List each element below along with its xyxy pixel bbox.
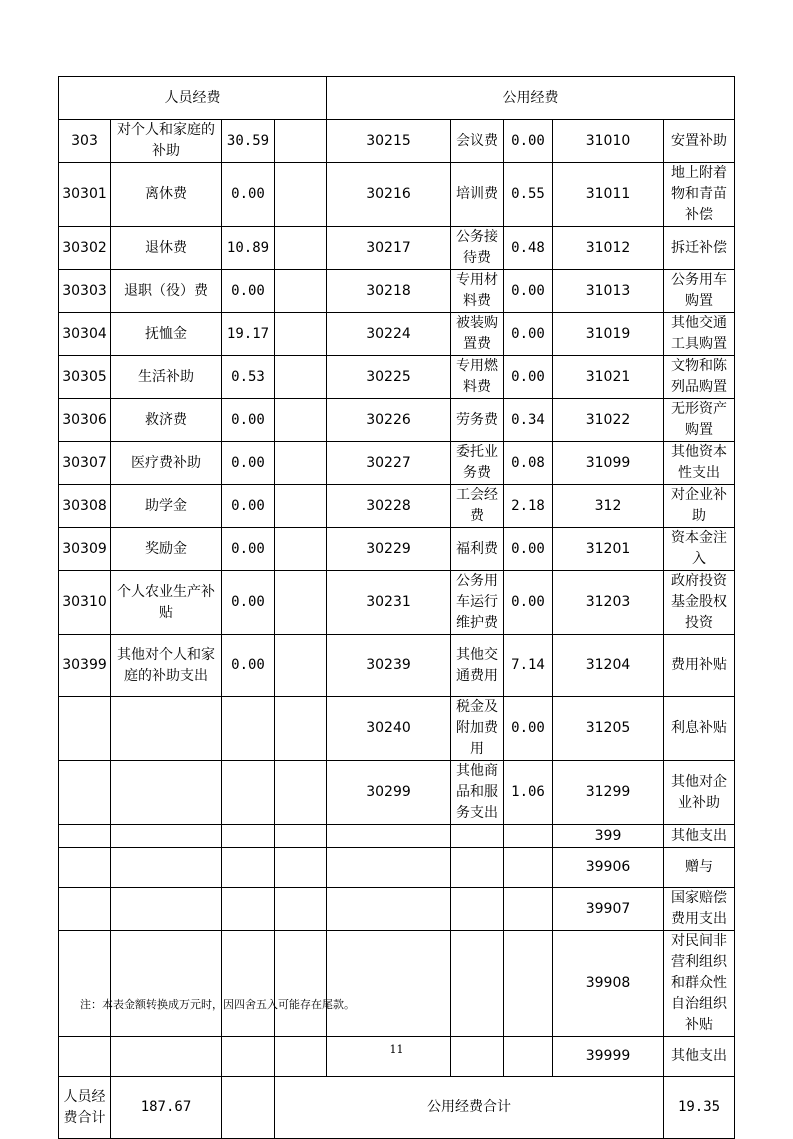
capital-name-cell: 其他支出 (664, 1037, 735, 1077)
public-code-cell: 30299 (327, 761, 451, 825)
personnel-code-cell: 30309 (59, 528, 111, 571)
table-row (59, 485, 735, 528)
empty-cell (222, 848, 275, 888)
footnote: 注：本表金额转换成万元时，因四舍五入可能存在尾款。 (80, 998, 355, 1011)
spacer-cell (275, 485, 327, 528)
capital-name-cell: 其他支出 (664, 825, 735, 848)
empty-cell (327, 848, 451, 888)
table-row (59, 356, 735, 399)
capital-code-cell: 31099 (553, 442, 664, 485)
spacer-cell (275, 356, 327, 399)
public-total-label: 公用经费合计 (275, 1077, 664, 1139)
capital-code-cell: 31019 (553, 313, 664, 356)
capital-code-cell: 39999 (553, 1037, 664, 1077)
personnel-code-cell: 30304 (59, 313, 111, 356)
personnel-amount-cell: 0.00 (222, 270, 275, 313)
capital-name-cell: 文物和陈列品购置 (664, 356, 735, 399)
personnel-name-cell: 离休费 (111, 163, 222, 227)
personnel-name-cell: 助学金 (111, 485, 222, 528)
table-row (59, 848, 735, 888)
capital-code-cell: 31022 (553, 399, 664, 442)
capital-name-cell: 地上附着物和青苗补偿 (664, 163, 735, 227)
public-amount-cell: 0.55 (504, 163, 553, 227)
personnel-code-cell: 303 (59, 120, 111, 163)
spacer-cell (275, 528, 327, 571)
empty-cell (327, 825, 451, 848)
personnel-name-cell: 其他对个人和家庭的补助支出 (111, 635, 222, 697)
personnel-name-cell: 抚恤金 (111, 313, 222, 356)
personnel-name-cell: 退职（役）费 (111, 270, 222, 313)
public-amount-cell: 0.00 (504, 270, 553, 313)
spacer-cell (275, 313, 327, 356)
empty-cell (111, 697, 222, 761)
capital-code-cell: 31205 (553, 697, 664, 761)
spacer-cell (275, 270, 327, 313)
personnel-amount-cell: 0.00 (222, 571, 275, 635)
personnel-code-cell: 30307 (59, 442, 111, 485)
empty-cell (275, 761, 327, 825)
personnel-name-cell: 救济费 (111, 399, 222, 442)
table-row (59, 571, 735, 635)
capital-code-cell: 31204 (553, 635, 664, 697)
empty-cell (111, 825, 222, 848)
personnel-code-cell: 30302 (59, 227, 111, 270)
table-row (59, 270, 735, 313)
capital-code-cell: 31201 (553, 528, 664, 571)
public-name-cell: 其他商品和服务支出 (451, 761, 504, 825)
capital-name-cell: 对企业补助 (664, 485, 735, 528)
capital-name-cell: 国家赔偿费用支出 (664, 888, 735, 931)
public-amount-cell: 0.00 (504, 697, 553, 761)
spacer-cell (275, 635, 327, 697)
empty-cell (59, 697, 111, 761)
public-name-cell: 公务接待费 (451, 227, 504, 270)
capital-name-cell: 对民间非营利组织和群众性自治组织补贴 (664, 931, 735, 1037)
capital-code-cell: 399 (553, 825, 664, 848)
empty-cell (275, 888, 327, 931)
public-amount-cell: 1.06 (504, 761, 553, 825)
public-name-cell: 培训费 (451, 163, 504, 227)
empty-cell (275, 825, 327, 848)
public-amount-cell: 0.00 (504, 120, 553, 163)
personnel-amount-cell: 10.89 (222, 227, 275, 270)
public-name-cell: 公务用车运行维护费 (451, 571, 504, 635)
public-name-cell: 劳务费 (451, 399, 504, 442)
capital-name-cell: 公务用车购置 (664, 270, 735, 313)
public-total-value: 19.35 (664, 1077, 735, 1139)
public-code-cell: 30229 (327, 528, 451, 571)
personnel-name-cell: 奖励金 (111, 528, 222, 571)
personnel-name-cell: 生活补助 (111, 356, 222, 399)
public-amount-cell: 0.00 (504, 528, 553, 571)
table-row (59, 120, 735, 163)
public-amount-cell: 0.00 (504, 313, 553, 356)
empty-cell (275, 697, 327, 761)
capital-name-cell: 其他资本性支出 (664, 442, 735, 485)
empty-cell (59, 848, 111, 888)
personnel-amount-cell: 0.00 (222, 163, 275, 227)
capital-code-cell: 39908 (553, 931, 664, 1037)
public-code-cell: 30224 (327, 313, 451, 356)
personnel-amount-cell: 0.53 (222, 356, 275, 399)
public-code-cell: 30216 (327, 163, 451, 227)
empty-cell (451, 931, 504, 1037)
public-amount-cell: 2.18 (504, 485, 553, 528)
public-name-cell: 其他交通费用 (451, 635, 504, 697)
public-amount-cell: 0.00 (504, 356, 553, 399)
personnel-amount-cell: 0.00 (222, 635, 275, 697)
table-row (59, 635, 735, 697)
public-code-cell: 30240 (327, 697, 451, 761)
table-row (59, 761, 735, 825)
expenditure-table (58, 76, 735, 1139)
personnel-amount-cell: 19.17 (222, 313, 275, 356)
capital-name-cell: 其他对企业补助 (664, 761, 735, 825)
personnel-name-cell: 对个人和家庭的补助 (111, 120, 222, 163)
empty-cell (451, 888, 504, 931)
table-row (59, 825, 735, 848)
public-amount-cell: 7.14 (504, 635, 553, 697)
public-amount-cell: 0.48 (504, 227, 553, 270)
personnel-amount-cell: 0.00 (222, 442, 275, 485)
empty-cell (59, 825, 111, 848)
table-row (59, 888, 735, 931)
capital-code-cell: 31010 (553, 120, 664, 163)
public-code-cell: 30227 (327, 442, 451, 485)
capital-code-cell: 31013 (553, 270, 664, 313)
empty-cell (111, 888, 222, 931)
public-name-cell: 税金及附加费用 (451, 697, 504, 761)
table-row (59, 313, 735, 356)
public-code-cell: 30217 (327, 227, 451, 270)
personnel-total-value: 187.67 (111, 1077, 222, 1139)
capital-name-cell: 无形资产购置 (664, 399, 735, 442)
capital-name-cell: 其他交通工具购置 (664, 313, 735, 356)
spacer-cell (275, 571, 327, 635)
personnel-code-cell: 30399 (59, 635, 111, 697)
personnel-name-cell: 退休费 (111, 227, 222, 270)
personnel-name-cell: 个人农业生产补贴 (111, 571, 222, 635)
personnel-amount-cell: 0.00 (222, 485, 275, 528)
spacer-cell (275, 120, 327, 163)
table-row (59, 931, 735, 1037)
public-name-cell: 会议费 (451, 120, 504, 163)
capital-code-cell: 31203 (553, 571, 664, 635)
empty-cell (327, 931, 451, 1037)
spacer-cell (222, 1077, 275, 1139)
empty-cell (451, 848, 504, 888)
capital-name-cell: 拆迁补偿 (664, 227, 735, 270)
capital-code-cell: 31021 (553, 356, 664, 399)
public-name-cell: 福利费 (451, 528, 504, 571)
empty-cell (451, 825, 504, 848)
capital-name-cell: 费用补贴 (664, 635, 735, 697)
empty-cell (504, 931, 553, 1037)
empty-cell (275, 931, 327, 1037)
capital-code-cell: 31012 (553, 227, 664, 270)
empty-cell (504, 848, 553, 888)
empty-cell (504, 888, 553, 931)
empty-cell (222, 931, 275, 1037)
empty-cell (222, 761, 275, 825)
table-row (59, 163, 735, 227)
empty-cell (59, 931, 111, 1037)
table-row (59, 227, 735, 270)
empty-cell (222, 697, 275, 761)
public-code-cell: 30215 (327, 120, 451, 163)
personnel-code-cell: 30305 (59, 356, 111, 399)
public-code-cell: 30226 (327, 399, 451, 442)
empty-cell (222, 888, 275, 931)
capital-name-cell: 利息补贴 (664, 697, 735, 761)
capital-name-cell: 赠与 (664, 848, 735, 888)
empty-cell (111, 931, 222, 1037)
capital-code-cell: 31011 (553, 163, 664, 227)
public-name-cell: 被装购置费 (451, 313, 504, 356)
capital-code-cell: 312 (553, 485, 664, 528)
public-name-cell: 专用燃料费 (451, 356, 504, 399)
personnel-code-cell: 30303 (59, 270, 111, 313)
spacer-cell (275, 399, 327, 442)
public-code-cell: 30228 (327, 485, 451, 528)
totals-row (59, 1077, 735, 1139)
public-code-cell: 30225 (327, 356, 451, 399)
personnel-code-cell: 30308 (59, 485, 111, 528)
personnel-amount-cell: 30.59 (222, 120, 275, 163)
public-amount-cell: 0.08 (504, 442, 553, 485)
table-row (59, 697, 735, 761)
capital-code-cell: 39906 (553, 848, 664, 888)
public-name-cell: 委托业务费 (451, 442, 504, 485)
personnel-code-cell: 30301 (59, 163, 111, 227)
public-name-cell: 专用材料费 (451, 270, 504, 313)
empty-cell (111, 761, 222, 825)
capital-code-cell: 39907 (553, 888, 664, 931)
table-row (59, 442, 735, 485)
capital-code-cell: 31299 (553, 761, 664, 825)
table-row (59, 528, 735, 571)
public-code-cell: 30239 (327, 635, 451, 697)
public-code-cell: 30231 (327, 571, 451, 635)
empty-cell (59, 888, 111, 931)
empty-cell (275, 848, 327, 888)
empty-cell (222, 825, 275, 848)
capital-name-cell: 政府投资基金股权投资 (664, 571, 735, 635)
public-code-cell: 30218 (327, 270, 451, 313)
personnel-name-cell: 医疗费补助 (111, 442, 222, 485)
table-row (59, 399, 735, 442)
capital-name-cell: 资本金注入 (664, 528, 735, 571)
public-amount-cell: 0.00 (504, 571, 553, 635)
empty-cell (111, 848, 222, 888)
empty-cell (59, 761, 111, 825)
spacer-cell (275, 227, 327, 270)
personnel-total-label: 人员经费合计 (59, 1077, 111, 1139)
personnel-code-cell: 30306 (59, 399, 111, 442)
personnel-code-cell: 30310 (59, 571, 111, 635)
public-header: 公用经费 (327, 77, 735, 120)
spacer-cell (275, 163, 327, 227)
page-number: 11 (389, 1043, 404, 1056)
empty-cell (504, 825, 553, 848)
capital-name-cell: 安置补助 (664, 120, 735, 163)
public-name-cell: 工会经费 (451, 485, 504, 528)
empty-cell (327, 888, 451, 931)
personnel-header: 人员经费 (59, 77, 327, 120)
public-amount-cell: 0.34 (504, 399, 553, 442)
personnel-amount-cell: 0.00 (222, 399, 275, 442)
spacer-cell (275, 442, 327, 485)
personnel-amount-cell: 0.00 (222, 528, 275, 571)
